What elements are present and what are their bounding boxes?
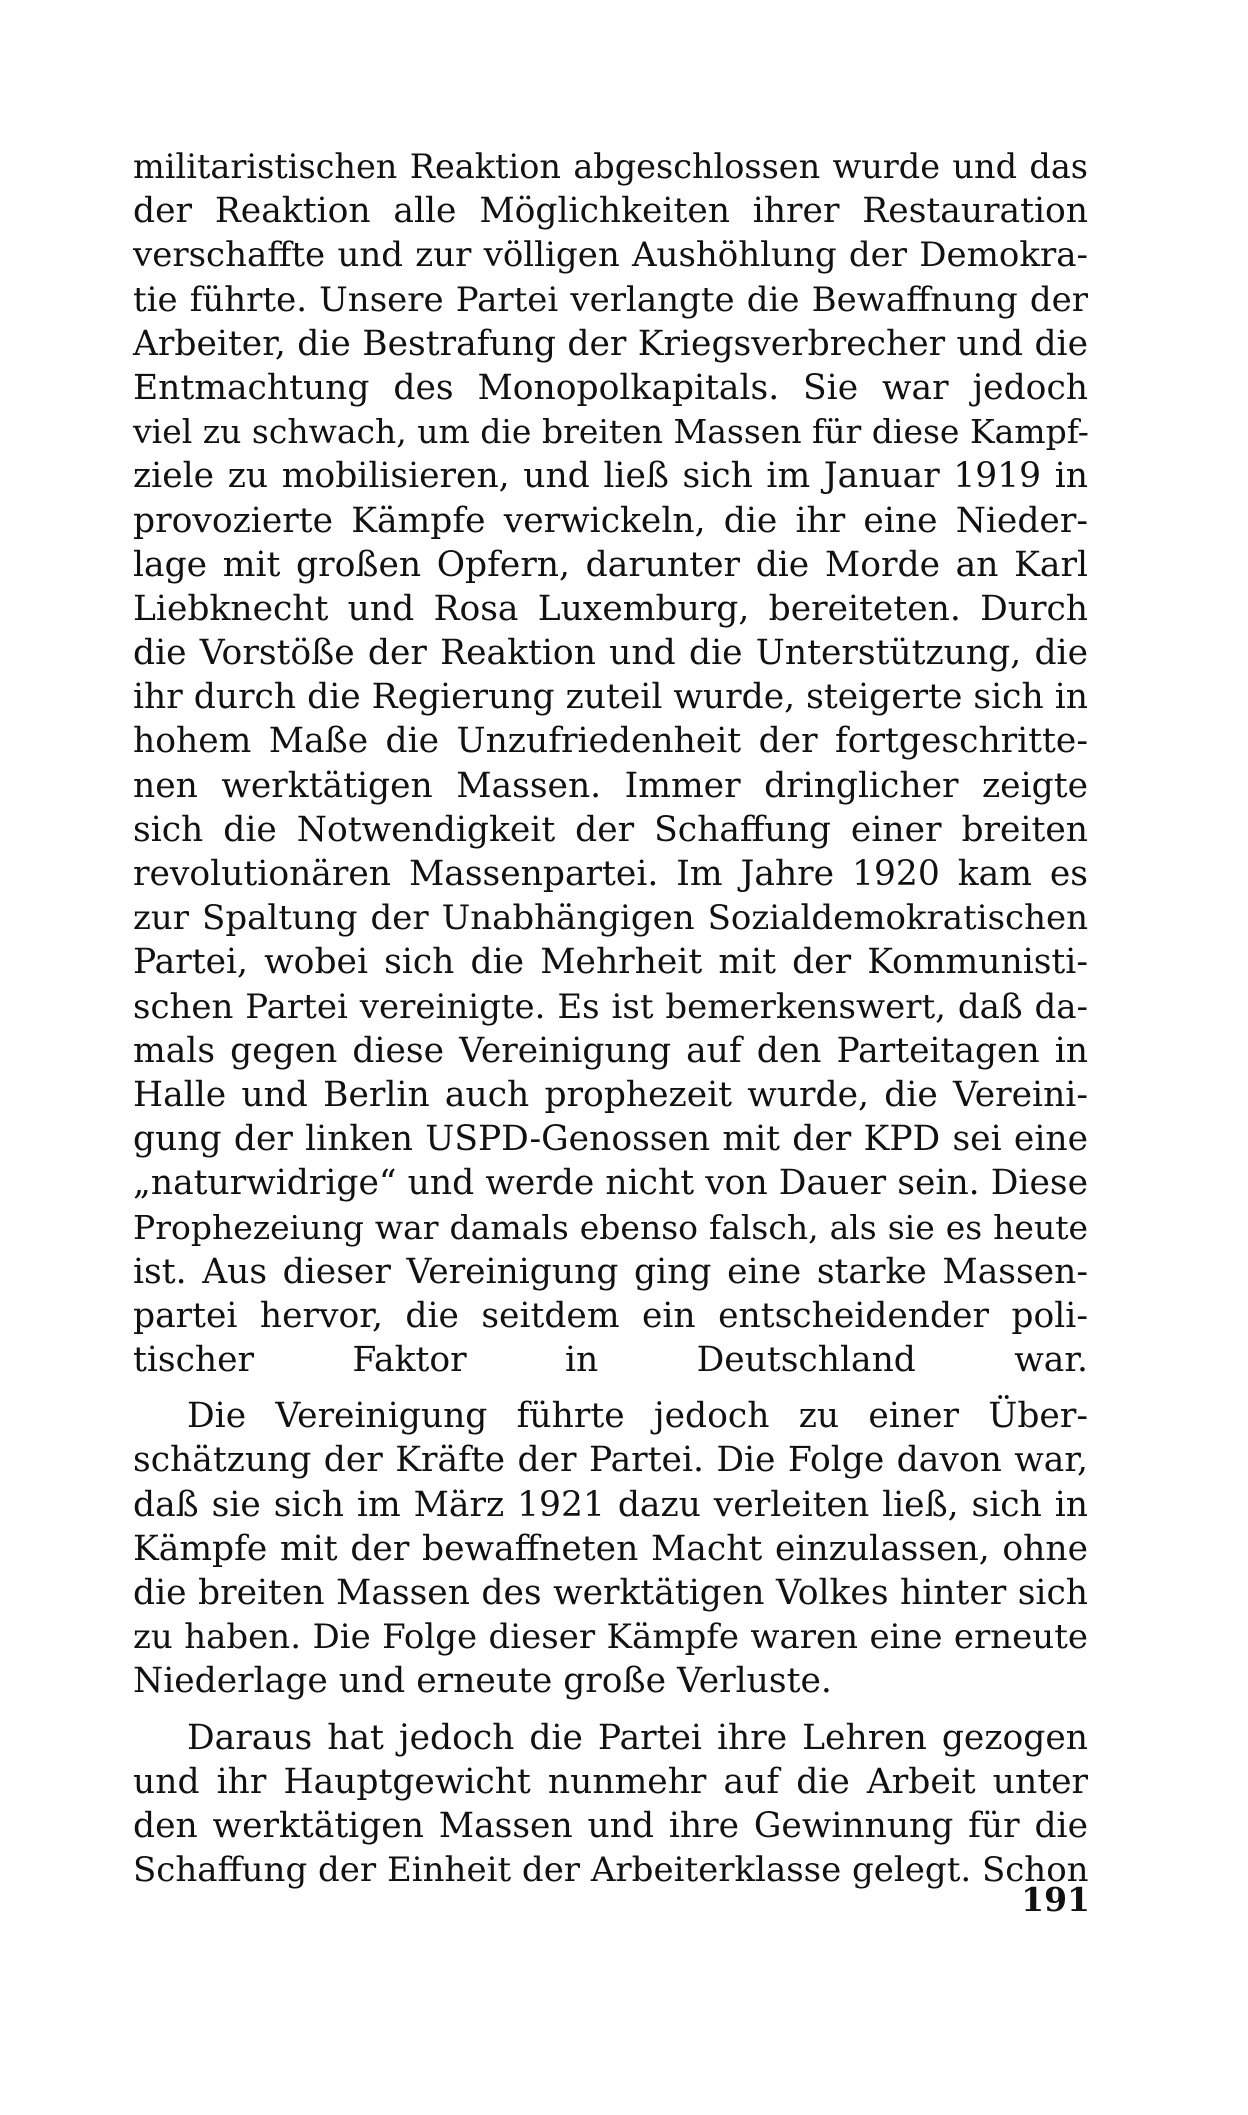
text-line: gung der linken USPD-Genossen mit der KPD sei eine — [133, 1119, 1088, 1160]
text-line: Entmachtung des Monopolkapitals. Sie war jedoch — [133, 367, 1088, 408]
text-line: zur Spaltung der Unabhängigen Sozialdemokratischen — [133, 898, 1088, 939]
text-line: schätzung der Kräfte der Partei. Die Folge davon war, — [133, 1440, 1088, 1481]
text-line: sich die Notwendigkeit der Schaffung einer breiten — [133, 809, 1088, 850]
text-line: und ihr Hauptgewicht nunmehr auf die Arbeit unter — [133, 1761, 1088, 1802]
text-line: schen Partei vereinigte. Es ist bemerkenswert, daß da- — [133, 986, 1088, 1027]
paragraph-gap — [133, 1382, 1088, 1394]
paragraph — [133, 145, 1088, 1382]
paragraph-gap — [133, 1704, 1088, 1716]
text-line: militaristischen Reaktion abgeschlossen wurde und das — [133, 147, 1088, 186]
text-line: provozierte Kämpfe verwickeln, die ihr eine Nieder- — [133, 500, 1088, 541]
text-line: Liebknecht und Rosa Luxemburg, bereiteten. Durch — [133, 588, 1088, 629]
text-line: ist. Aus dieser Vereinigung ging eine starke Massen- — [133, 1251, 1088, 1292]
text-line: mals gegen diese Vereinigung auf den Parteitagen in — [133, 1030, 1088, 1071]
text-line: Die Vereinigung führte jedoch zu einer Über- — [187, 1396, 1088, 1437]
body-text — [133, 145, 1088, 1892]
paragraph — [133, 1716, 1088, 1893]
text-line: tie führte. Unsere Partei verlangte die Bewaffnung der — [133, 279, 1088, 320]
text-line: Halle und Berlin auch prophezeit wurde, die Vereini- — [133, 1074, 1088, 1115]
text-line: „naturwidrige“ und werde nicht von Dauer sein. Diese — [133, 1163, 1088, 1204]
text-line: Prophezeiung war damals ebenso falsch, als sie es heute — [133, 1207, 1088, 1247]
text-line: Niederlage und erneute große Verluste. — [133, 1661, 832, 1702]
text-line: Kämpfe mit der bewaffneten Macht einzulassen, ohne — [133, 1528, 1088, 1569]
text-line: der Reaktion alle Möglichkeiten ihrer Restauration — [133, 191, 1088, 232]
text-line: lage mit großen Opfern, darunter die Morde an Karl — [133, 544, 1088, 585]
text-line: verschaffte und zur völligen Aushöhlung der Demokra- — [133, 235, 1088, 276]
text-line: Daraus hat jedoch die Partei ihre Lehren gezogen — [187, 1717, 1088, 1758]
text-line: den werktätigen Massen und ihre Gewinnung für die — [133, 1805, 1088, 1846]
text-line: hohem Maße die Unzufriedenheit der fortgeschritte- — [133, 721, 1088, 762]
text-line: Schaffung der Einheit der Arbeiterklasse gelegt. Schon — [133, 1850, 1089, 1891]
text-line: zu haben. Die Folge dieser Kämpfe waren eine erneute — [133, 1617, 1088, 1658]
text-line: revolutionären Massenpartei. Im Jahre 1920 kam es — [133, 854, 1088, 894]
text-line: ihr durch die Regierung zuteil wurde, steigerte sich in — [133, 677, 1088, 718]
text-line: nen werktätigen Massen. Immer dringlicher zeigte — [133, 765, 1088, 806]
text-line: viel zu schwach, um die breiten Massen für diese Kampf- — [133, 412, 1089, 452]
text-line: Arbeiter, die Bestrafung der Kriegsverbrecher und die — [133, 323, 1088, 364]
page-number: 191 — [1021, 1880, 1090, 1919]
paragraph — [133, 1394, 1088, 1703]
text-line: daß sie sich im März 1921 dazu verleiten ließ, sich in — [133, 1484, 1088, 1525]
text-line: ziele zu mobilisieren, und ließ sich im Januar 1919 in — [133, 456, 1088, 497]
text-line: Partei, wobei sich die Mehrheit mit der Kommunisti- — [133, 942, 1088, 983]
text-line: die breiten Massen des werktätigen Volkes hinter sich — [133, 1573, 1088, 1613]
text-line: partei hervor, die seitdem ein entscheidender poli- — [133, 1295, 1088, 1336]
text-line: tischer Faktor in Deutschland war. — [133, 1340, 1088, 1381]
text-line: die Vorstöße der Reaktion und die Unterstützung, die — [133, 633, 1088, 674]
